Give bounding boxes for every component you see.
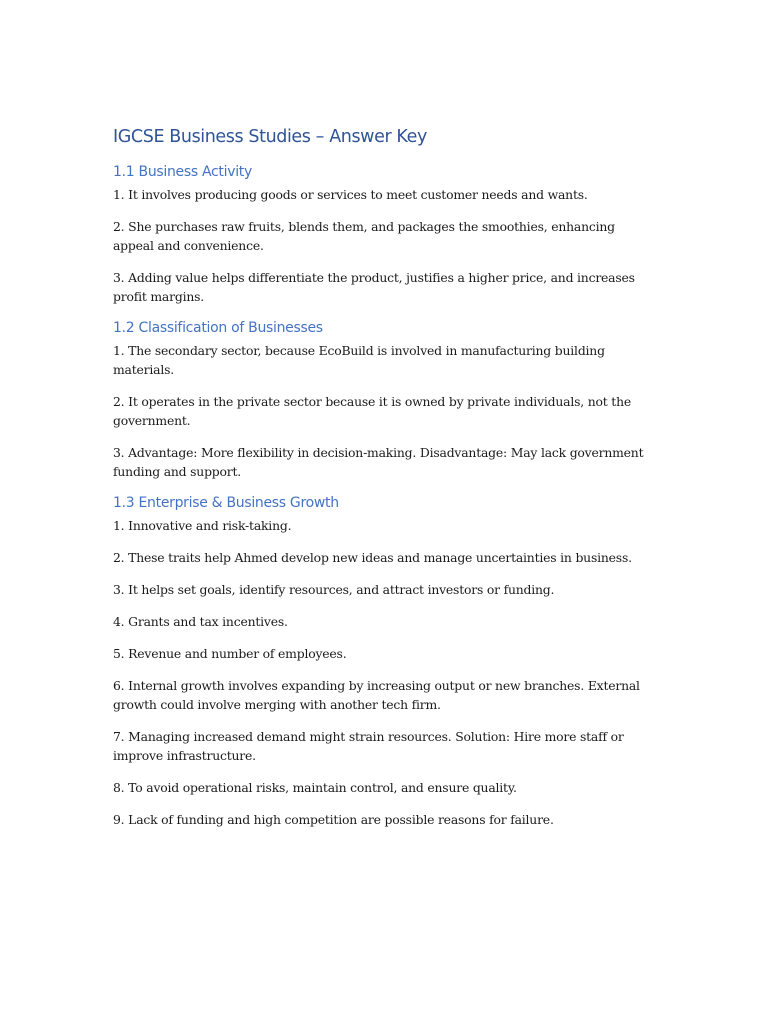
answer-item: 2. These traits help Ahmed develop new ideas and manage uncertainties in business. xyxy=(113,550,632,565)
answer-item: 1. The secondary sector, because EcoBuild is involved in manufacturing building materials. xyxy=(113,343,605,377)
answer-item: 1. It involves producing goods or services to meet customer needs and wants. xyxy=(113,187,588,202)
answer-item: 8. To avoid operational risks, maintain control, and ensure quality. xyxy=(113,780,517,795)
page-title: IGCSE Business Studies – Answer Key xyxy=(113,127,427,147)
document-body xyxy=(113,124,658,842)
answer-item: 4. Grants and tax incentives. xyxy=(113,614,288,629)
answer-item: 7. Managing increased demand might strain resources. Solution: Hire more staff or improve infrastructure. xyxy=(113,729,624,763)
section-enterprise-business-growth xyxy=(113,494,658,829)
answer-item: 9. Lack of funding and high competition are possible reasons for failure. xyxy=(113,812,554,827)
section-heading: 1.2 Classification of Businesses xyxy=(113,320,323,336)
section-heading: 1.3 Enterprise & Business Growth xyxy=(113,495,339,511)
section-heading: 1.1 Business Activity xyxy=(113,164,252,180)
section-business-activity xyxy=(113,163,658,306)
answer-item: 1. Innovative and risk-taking. xyxy=(113,518,292,533)
answer-item: 5. Revenue and number of employees. xyxy=(113,646,347,661)
answer-item: 3. Advantage: More flexibility in decision-making. Disadvantage: May lack government funding and support. xyxy=(113,445,644,479)
answer-item: 6. Internal growth involves expanding by increasing output or new branches. External growth could involve merging with another tech firm. xyxy=(113,678,640,712)
section-classification-of-businesses xyxy=(113,319,658,481)
answer-item: 3. It helps set goals, identify resources, and attract investors or funding. xyxy=(113,582,555,597)
answer-item: 3. Adding value helps differentiate the product, justifies a higher price, and increases profit margins. xyxy=(113,270,635,304)
answer-item: 2. It operates in the private sector because it is owned by private individuals, not the government. xyxy=(113,394,631,428)
answer-item: 2. She purchases raw fruits, blends them, and packages the smoothies, enhancing appeal and convenience. xyxy=(113,219,615,253)
